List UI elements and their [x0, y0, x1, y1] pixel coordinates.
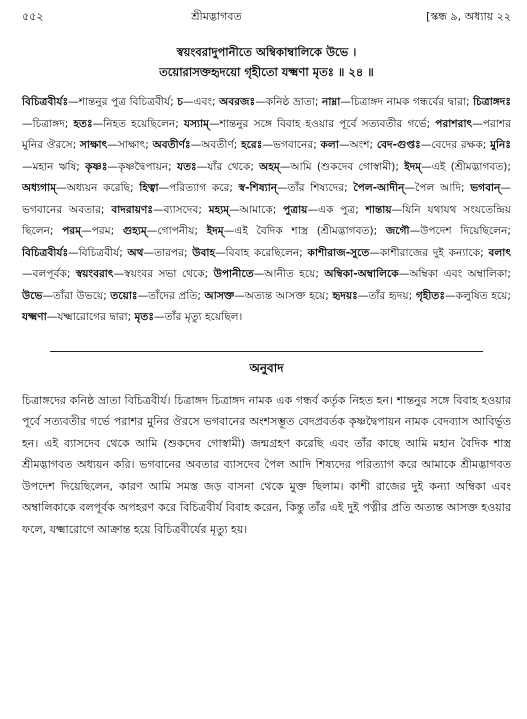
synonym-meaning: —ব্যাসদেব;	[153, 203, 209, 216]
synonym-meaning: —শান্তনুর পুত্র বিচিত্রবীর্য;	[68, 96, 178, 108]
synonym-word: অধ্যগাম্	[22, 182, 57, 194]
verse-line: স্বয়ংবরাদুপানীতে অম্বিকাম্বালিকে উভে ।	[176, 45, 357, 59]
synonym-word: যস্যাম্	[183, 117, 210, 130]
synonym-word: উভে	[22, 289, 43, 302]
section-divider	[50, 351, 483, 352]
synonym-word: বিচিত্রবীর্যঃ	[22, 96, 69, 108]
book-title: শ্রীমদ্ভাগবত	[191, 9, 242, 23]
synonym-word: অবতীর্ণঃ	[152, 139, 191, 151]
synonym-meaning: —আনীত হয়ে;	[253, 268, 325, 280]
synonym-meaning: —এক পুত্র;	[307, 203, 366, 216]
synonym-meaning: —এবং;	[182, 96, 220, 108]
synonym-word: গুহ্যম্	[122, 225, 147, 237]
synonym-meaning: —তাঁর মৃত্যু হয়েছিল।	[154, 311, 243, 323]
synonym-meaning: —যিনি যথাযথ সংযতেন্দ্রিয় ছিলেন;	[22, 203, 512, 237]
synonym-meaning: —চিত্রাঙ্গদ নামক গন্ধর্বের দ্বারা;	[340, 96, 474, 108]
synonym-meaning: —এই (শ্রীমদ্ভাগবত);	[421, 160, 511, 173]
synonym-meaning: —অবতীর্ণ;	[190, 139, 242, 151]
synonym-meaning: —ভগবানের;	[262, 139, 321, 151]
word-for-word-synonyms	[22, 92, 511, 329]
synonym-meaning: —শান্তনুর সঙ্গে বিবাহ হওয়ার পূর্বে সত্যবতীর গর্ভে;	[209, 117, 436, 130]
synonym-word: হৃদয়ঃ	[332, 289, 358, 302]
synonym-word: বলাৎ	[488, 246, 511, 259]
synonym-word: চিত্রাঙ্গদঃ	[473, 96, 511, 108]
synonym-word: উপানীতে	[213, 268, 254, 280]
synonym-meaning: —কাশীরাজের দুই কন্যাকে;	[369, 246, 489, 259]
synonym-word: অথ	[127, 246, 144, 259]
synonym-meaning: —পরাশর মুনির ঔরসে;	[22, 117, 511, 151]
synonym-word: পৈল-আদীন্	[353, 182, 405, 194]
synonym-word: জগৌ	[385, 225, 410, 237]
synonym-word: কাশীরাজ-সুতে	[307, 246, 370, 259]
synonym-meaning: —কৃষ্ণদ্বৈপায়ন;	[107, 160, 177, 173]
page-number: ৫৫২	[22, 9, 44, 23]
synonym-word: গৃহীতঃ	[415, 289, 445, 302]
synonym-word: স্ব-শিষ্যান্	[238, 182, 278, 194]
synonym-word: আসক্ত	[204, 289, 235, 302]
synonym-word: সাক্ষাৎ	[79, 139, 108, 151]
synonym-meaning: —যাঁর থেকে;	[196, 160, 260, 173]
synonym-meaning: —বলপূর্বক;	[22, 268, 76, 280]
synonym-meaning: —আমাকে;	[229, 203, 284, 216]
synonym-word: ইদম্	[404, 160, 422, 173]
synonym-word: মৃতঃ	[134, 311, 155, 323]
synonym-meaning: —উপদেশ দিয়েছিলেন;	[409, 225, 511, 237]
synonym-word: মহ্যম্	[208, 203, 230, 216]
sanskrit-verse	[22, 42, 511, 82]
translation-text: চিত্রাঙ্গদের কনিষ্ঠ ভ্রাতা বিচিত্রবীর্য। চিত্রাঙ্গদ চিত্রাঙ্গদ নামক এক গন্ধর্ব কর্তৃক নিহত হন। শান্তনুর সঙ্গে বিবাহ হওয়ার পূর্বে সত্যবতীর গর্ভে পরাশর মুনির ঔরসে ভগবানের অংশসম্ভূত বেদপ্রবর্তক কৃষ্ণদ্বৈপায়ন নামক বেদব্যাস আবির্ভূত হন। এই ব্যাসদেব থেকে আমি (শুকদেব গোস্বামী) জন্মগ্রহণ করেছি এবং তাঁর কাছে আমি মহান বৈদিক শাস্ত্র শ্রীমদ্ভাগবত অধ্যয়ন করি। ভগবানের অবতার ব্যাসদেব পৈল আদি শিষ্যদের পরিত্যাগ করে আমাকে শ্রীমদ্ভাগবত উপদেশ দিয়েছিলেন, কারণ আমি সমস্ত জড় বাসনা থেকে মুক্ত ছিলাম। কাশী রাজের দুই কন্যা অম্বিকা এবং অম্বালিকাকে বলপূর্বক অপহরণ করে বিচিত্রবীর্য বিবাহ করেন, কিন্তু তাঁর এই দুই পত্নীর প্রতি অত্যন্ত আসক্ত হওয়ার ফলে, যক্ষ্মারোগে আক্রান্ত হয়ে বিচিত্রবীর্যের মৃত্যু হয়।	[22, 393, 511, 536]
synonym-word: বেদ-গুপ্তঃ	[376, 139, 421, 151]
synonym-word: নাম্না	[322, 96, 341, 108]
synonym-meaning: —বেদের রক্ষক;	[420, 139, 491, 151]
synonym-meaning: —আমি (শুকদেব গোস্বামী);	[279, 160, 405, 173]
chapter-reference: [স্কন্ধ ৯, অধ্যায় ২২	[426, 9, 511, 23]
synonym-meaning: —অত্যন্ত আসক্ত হয়ে;	[234, 289, 333, 302]
synonym-meaning: —যক্ষ্মারোগের দ্বারা;	[46, 311, 135, 323]
synonym-word: শান্তায়	[365, 203, 392, 216]
synonym-word: উবাহ	[192, 246, 216, 259]
synonym-meaning: —কনিষ্ঠ ভ্রাতা;	[255, 96, 322, 108]
synonym-meaning: —তাঁর শিষ্যদের;	[277, 182, 354, 194]
synonym-meaning: —পৈল আদি;	[404, 182, 471, 194]
synonym-word: অবরজঃ	[219, 96, 256, 108]
synonym-word: বিচিত্রবীর্যঃ	[22, 246, 69, 259]
synonym-word: হিত্বা	[139, 182, 159, 194]
synonym-word: হতঃ	[73, 117, 93, 130]
synonym-meaning: —গোপনীয়;	[146, 225, 207, 237]
synonym-meaning: —ভগবানের অবতার;	[22, 182, 512, 216]
synonym-word: অম্বিকা-অম্বালিকে	[324, 268, 399, 280]
synonym-meaning: —তাঁদের প্রতি;	[137, 289, 205, 302]
synonym-word: হরেঃ	[241, 139, 263, 151]
synonym-meaning: —তারপর;	[143, 246, 193, 259]
synonym-meaning: —অংশ;	[338, 139, 377, 151]
synonym-word: স্বয়ংবরাৎ	[75, 268, 114, 280]
synonym-meaning: —কলুষিত হয়ে;	[444, 289, 511, 302]
synonym-meaning: —অম্বিকা এবং অম্বালিকা;	[398, 268, 511, 280]
synonym-word: অহম্	[259, 160, 280, 173]
synonym-meaning: —তাঁরা উভয়ে;	[42, 289, 111, 302]
synonym-meaning: —এই বৈদিক শাস্ত্র (শ্রীমদ্ভাগবত);	[223, 225, 386, 237]
verse-line: তয়োরাসক্তহৃদয়ো গৃহীতো যক্ষ্মণা মৃতঃ ॥ ২৪ ॥	[159, 65, 374, 79]
synonym-meaning: —চিত্রাঙ্গদ;	[22, 117, 74, 130]
synonym-meaning: —নিহত হয়েছিলেন;	[92, 117, 184, 130]
synonym-meaning: —বিবাহ করেছিলেন;	[215, 246, 308, 259]
synonym-meaning: —পরিত্যাগ করে;	[158, 182, 239, 194]
translation-heading: অনুবাদ	[249, 360, 284, 375]
page-header	[22, 6, 511, 28]
synonym-word: মুনিঃ	[490, 139, 511, 151]
synonym-word: বাদরায়ণঃ	[111, 203, 154, 216]
synonym-word: পুত্রায়	[283, 203, 308, 216]
synonym-word: ইদম্	[206, 225, 224, 237]
synonym-meaning: —মহান ঋষি;	[22, 160, 86, 173]
synonym-meaning: —বিচিত্রবীর্য;	[68, 246, 128, 259]
synonym-word: যতঃ	[176, 160, 197, 173]
synonym-word: পরম্	[62, 225, 82, 237]
synonym-word: যক্ষ্মণা	[22, 311, 47, 323]
synonym-meaning: —পরম;	[81, 225, 123, 237]
synonym-meaning: —স্বয়ংবর সভা থেকে;	[113, 268, 214, 280]
synonym-word: চ	[177, 96, 183, 108]
synonym-word: কলা	[320, 139, 339, 151]
synonym-meaning: —অধ্যয়ন করেছি;	[56, 182, 140, 194]
synonym-word: কৃষ্ণঃ	[85, 160, 108, 173]
synonym-word: তয়োঃ	[110, 289, 138, 302]
synonym-meaning: —তাঁর হৃদয়;	[357, 289, 416, 302]
synonym-word: পরাশরাৎ	[435, 117, 473, 130]
synonym-word: ভগবান্	[470, 182, 501, 194]
synonym-meaning: —সাক্ষাৎ;	[107, 139, 153, 151]
